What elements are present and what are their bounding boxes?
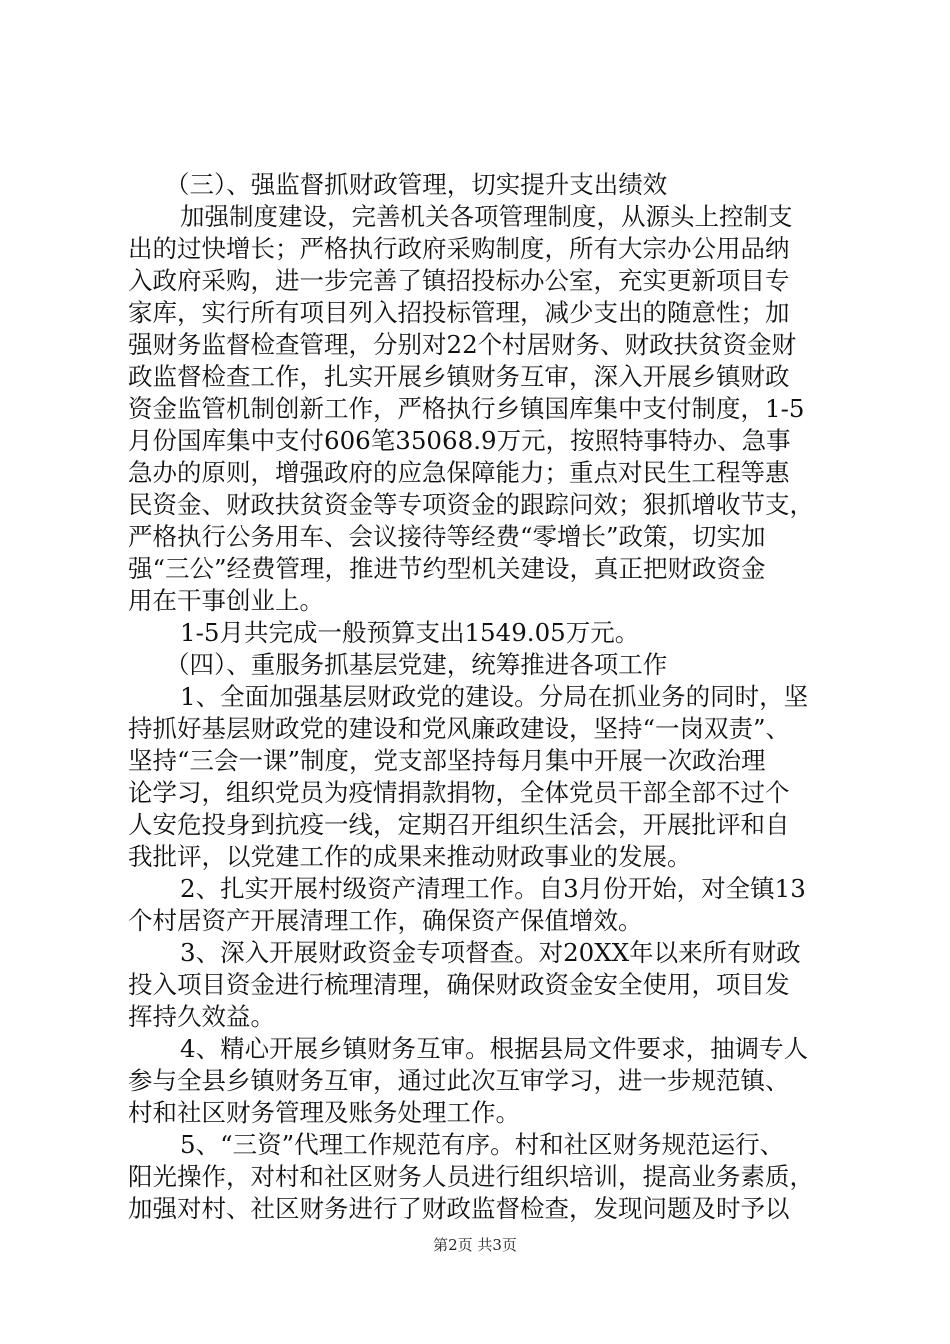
paragraph-line: 强“三公”经费管理，推进节约型机关建设，真正把财政资金 [128, 554, 766, 583]
paragraph-line: 1、全面加强基层财政党的建设。分局在抓业务的同时，坚 [180, 682, 809, 711]
paragraph-line: 论学习，组织党员为疫情捐款捐物，全体党员干部全部不过个 [128, 778, 790, 807]
paragraph-line: 入政府采购，进一步完善了镇招投标办公室，充实更新项目专 [128, 266, 790, 295]
paragraph-line: 村和社区财务管理及账务处理工作。 [128, 1098, 520, 1127]
paragraph-line: 加强制度建设，完善机关各项管理制度，从源头上控制支 [180, 202, 793, 231]
section-heading-4: （四）、重服务抓基层党建，统筹推进各项工作 [165, 650, 668, 679]
paragraph-line: 投入项目资金进行梳理清理，确保财政资金安全使用，项目发 [128, 970, 790, 999]
paragraph-line: 家库，实行所有项目列入招投标管理，减少支出的随意性；加 [128, 298, 790, 327]
paragraph-line: 参与全县乡镇财务互审，通过此次互审学习，进一步规范镇、 [128, 1066, 790, 1095]
paragraph-line: 急办的原则，增强政府的应急保障能力；重点对民生工程等惠 [128, 458, 790, 487]
paragraph-line: 加强对村、社区财务进行了财政监督检查，发现问题及时予以 [128, 1194, 790, 1223]
paragraph-line: 月份国库集中支付606笔35068.9万元，按照特事特办、急事 [128, 426, 791, 455]
paragraph-line: 5、“三资”代理工作规范有序。村和社区财务规范运行、 [180, 1130, 785, 1159]
paragraph-line: 严格执行公务用车、会议接待等经费“零增长”政策，切实加 [128, 522, 766, 551]
paragraph-line: 个村居资产开展清理工作，确保资产保值增效。 [128, 906, 643, 935]
paragraph-line: 出的过快增长；严格执行政府采购制度，所有大宗办公用品纳 [128, 234, 790, 263]
paragraph-line: 1-5月共完成一般预算支出1549.05万元。 [180, 618, 640, 647]
page-footer: 第2页 共3页 [433, 1236, 517, 1254]
paragraph-line: 资金监管机制创新工作，严格执行乡镇国库集中支付制度，1-5 [128, 394, 805, 423]
paragraph-line: 人安危投身到抗疫一线，定期召开组织生活会，开展批评和自 [128, 810, 790, 839]
paragraph-line: 民资金、财政扶贫资金等专项资金的跟踪问效；狠抓增收节支， [128, 490, 814, 519]
paragraph-line: 4、精心开展乡镇财务互审。根据县局文件要求，抽调专人 [180, 1034, 809, 1063]
paragraph-line: 用在干事创业上。 [128, 586, 324, 615]
paragraph-line: 政监督检查工作，扎实开展乡镇财务互审，深入开展乡镇财政 [128, 362, 790, 391]
paragraph-line: 3、深入开展财政资金专项督查。对20XX年以来所有财政 [180, 938, 801, 967]
paragraph-line: 强财务监督检查管理，分别对22个村居财务、财政扶贫资金财 [128, 330, 797, 359]
paragraph-line: 坚持“三会一课”制度，党支部坚持每月集中开展一次政治理 [128, 746, 766, 775]
section-heading-3: （三）、强监督抓财政管理，切实提升支出绩效 [165, 170, 668, 199]
paragraph-line: 2、扎实开展村级资产清理工作。自3月份开始，对全镇13 [180, 874, 806, 903]
paragraph-line: 挥持久效益。 [128, 1002, 275, 1031]
paragraph-line: 持抓好基层财政党的建设和党风廉政建设，坚持“一岗双责”、 [128, 714, 791, 743]
paragraph-line: 我批评，以党建工作的成果来推动财政事业的发展。 [128, 842, 692, 871]
paragraph-line: 阳光操作，对村和社区财务人员进行组织培训，提高业务素质， [128, 1162, 814, 1191]
